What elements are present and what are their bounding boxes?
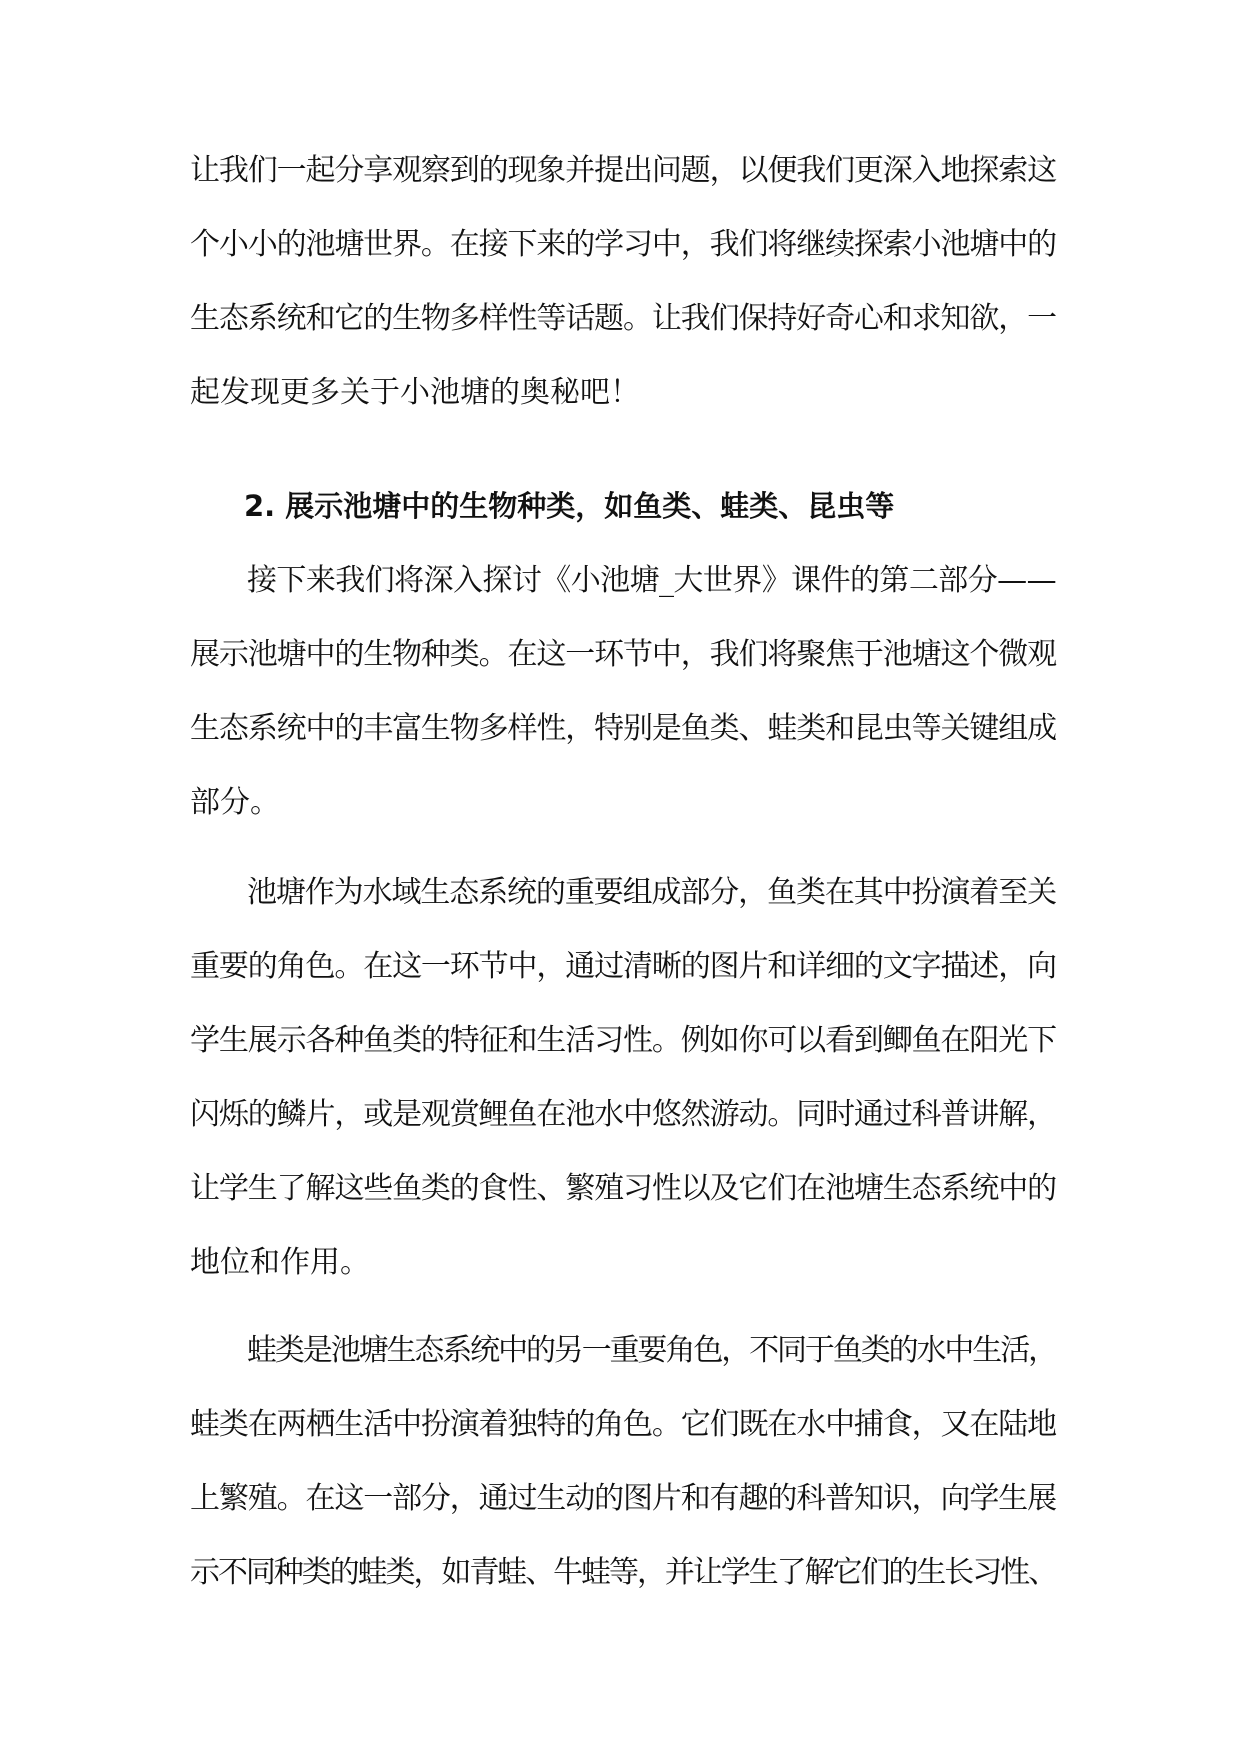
- text-line: 蛙类在两栖生活中扮演着独特的角色。它们既在水中捕食，又在陆地: [190, 1407, 1056, 1442]
- text-line: 地位和作用。: [190, 1245, 370, 1280]
- text-line: 让我们一起分享观察到的现象并提出问题，以便我们更深入地探索这: [190, 153, 1056, 188]
- text-line: 闪烁的鳞片，或是观赏鲤鱼在池水中悠然游动。同时通过科普讲解，: [190, 1097, 1056, 1132]
- text-line: 部分。: [190, 785, 280, 820]
- section-heading: 2. 展示池塘中的生物种类，如鱼类、蛙类、昆虫等: [244, 489, 895, 523]
- text-line: 让学生了解这些鱼类的食性、繁殖习性以及它们在池塘生态系统中的: [190, 1171, 1056, 1206]
- text-line: 个小小的池塘世界。在接下来的学习中，我们将继续探索小池塘中的: [190, 227, 1056, 262]
- text-line: 上繁殖。在这一部分，通过生动的图片和有趣的科普知识，向学生展: [190, 1481, 1056, 1516]
- text-line: 重要的角色。在这一环节中，通过清晰的图片和详细的文字描述，向: [190, 949, 1056, 984]
- text-line: 示不同种类的蛙类，如青蛙、牛蛙等，并让学生了解它们的生长习性、: [190, 1555, 1056, 1590]
- text-line: 生态系统和它的生物多样性等话题。让我们保持好奇心和求知欲，一: [190, 301, 1056, 336]
- text-line: 蛙类是池塘生态系统中的另一重要角色，不同于鱼类的水中生活，: [247, 1333, 1056, 1368]
- text-line: 起发现更多关于小池塘的奥秘吧！: [190, 375, 640, 410]
- text-line: 展示池塘中的生物种类。在这一环节中，我们将聚焦于池塘这个微观: [190, 637, 1056, 672]
- text-line: 学生展示各种鱼类的特征和生活习性。例如你可以看到鲫鱼在阳光下: [190, 1023, 1056, 1058]
- text-line: 接下来我们将深入探讨《小池塘_大世界》课件的第二部分——: [247, 563, 1056, 598]
- text-line: 生态系统中的丰富生物多样性，特别是鱼类、蛙类和昆虫等关键组成: [190, 711, 1056, 746]
- text-line: 池塘作为水域生态系统的重要组成部分，鱼类在其中扮演着至关: [247, 875, 1056, 910]
